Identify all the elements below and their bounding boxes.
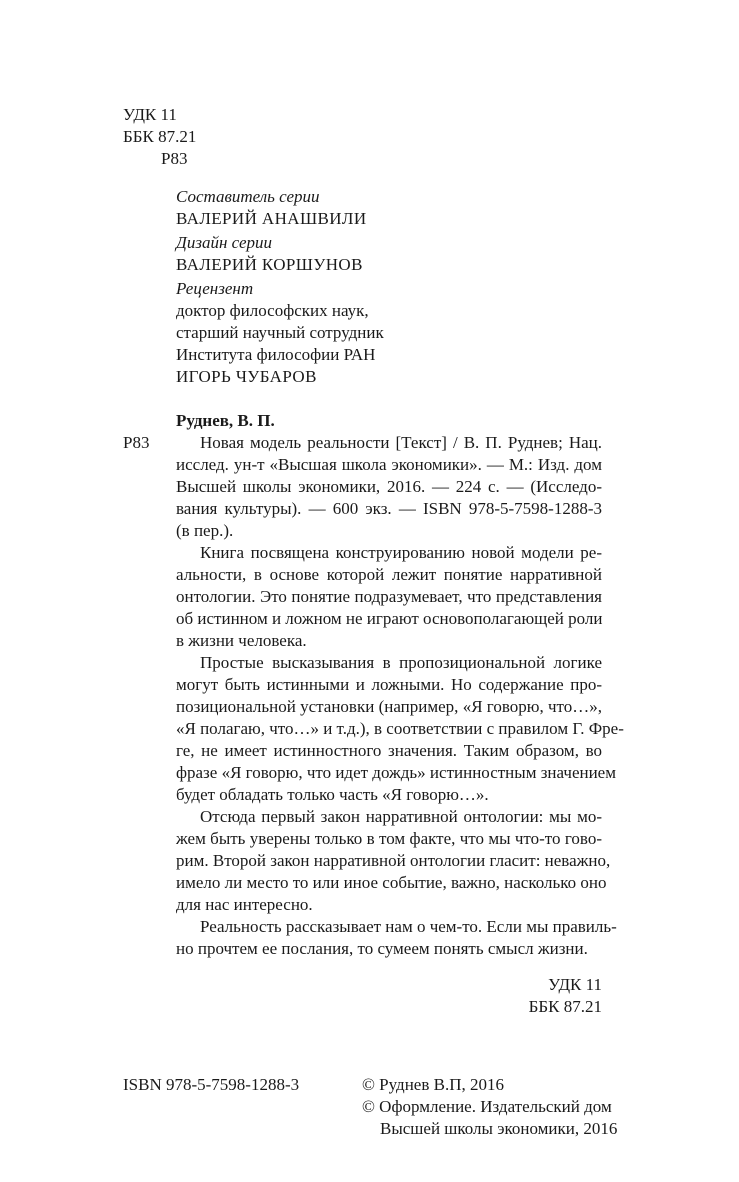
abstract-line: будет обладать только часть «Я говорю…». (176, 785, 489, 804)
abstract-line: но прочтем ее послания, то сумеем понять смысл жизни. (176, 939, 588, 958)
reviewer-line: старший научный сотрудник (176, 323, 384, 342)
abstract-bbk: ББК 87.21 (528, 997, 602, 1016)
abstract-line: Отсюда первый закон нарративной онтологии: мы мо- (200, 807, 602, 826)
copyright-line: © Оформление. Издательский дом (362, 1097, 612, 1116)
reviewer-role: Рецензент (176, 279, 254, 298)
abstract-line: об истинном и ложном не играют основополагающей роли (176, 609, 603, 628)
catalog-line: Новая модель реальности [Текст] / В. П. Руднев; Нац. (200, 433, 602, 452)
catalog-line: исслед. ун-т «Высшая школа экономики». — М.: Изд. дом (176, 455, 602, 474)
series-design-name: ВАЛЕРИЙ КОРШУНОВ (176, 255, 363, 274)
catalog-line: (в пер.). (176, 521, 234, 540)
series-design-role: Дизайн серии (176, 233, 272, 252)
abstract-line: онтологии. Это понятие подразумевает, что представления (176, 587, 602, 606)
abstract-line: в жизни человека. (176, 631, 307, 650)
catalog-mark: Р83 (123, 433, 150, 452)
abstract-line: Простые высказывания в пропозициональной логике (200, 653, 602, 672)
reviewer-name: ИГОРЬ ЧУБАРОВ (176, 367, 317, 386)
catalog-line: вания культуры). — 600 экз. — ISBN 978-5-7598-1288-3 (176, 499, 602, 518)
abstract-line: фразе «Я говорю, что идет дождь» истинностным значением (176, 763, 616, 782)
abstract-line: могут быть истинными и ложными. Но содержание про- (176, 675, 602, 694)
abstract-line: имело ли место то или иное событие, важно, насколько оно (176, 873, 607, 892)
copyright-line: Высшей школы экономики, 2016 (380, 1119, 618, 1138)
abstract-udk: УДК 11 (548, 975, 602, 994)
reviewer-line: доктор философских наук, (176, 301, 369, 320)
catalog-line: Высшей школы экономики, 2016. — 224 с. — (Исследо- (176, 477, 602, 496)
bbk-code: ББК 87.21 (123, 127, 197, 146)
abstract-line: Реальность рассказывает нам о чем-то. Если мы правиль- (200, 917, 617, 936)
abstract-line: рим. Второй закон нарративной онтологии гласит: неважно, (176, 851, 611, 870)
abstract-line: «Я полагаю, что…» и т.д.), в соответствии с правилом Г. Фре- (176, 719, 624, 738)
abstract-line: позициональной установки (например, «Я говорю, что…», (176, 697, 602, 716)
reviewer-line: Института философии РАН (176, 345, 376, 364)
abstract-line: жем быть уверены только в том факте, что мы что-то гово- (176, 829, 602, 848)
abstract-line: для нас интересно. (176, 895, 313, 914)
udk-code: УДК 11 (123, 105, 177, 124)
catalog-author: Руднев, В. П. (176, 411, 275, 430)
abstract-line: альности, в основе которой лежит понятие нарративной (176, 565, 602, 584)
author-mark: Р83 (161, 149, 188, 168)
copyright-line: © Руднев В.П, 2016 (362, 1075, 504, 1094)
abstract-line: ге, не имеет истинностного значения. Таким образом, во (176, 741, 602, 760)
abstract-line: Книга посвящена конструированию новой модели ре- (200, 543, 602, 562)
series-compiler-name: ВАЛЕРИЙ АНАШВИЛИ (176, 209, 367, 228)
series-compiler-role: Составитель серии (176, 187, 320, 206)
footer-isbn: ISBN 978-5-7598-1288-3 (123, 1075, 300, 1094)
